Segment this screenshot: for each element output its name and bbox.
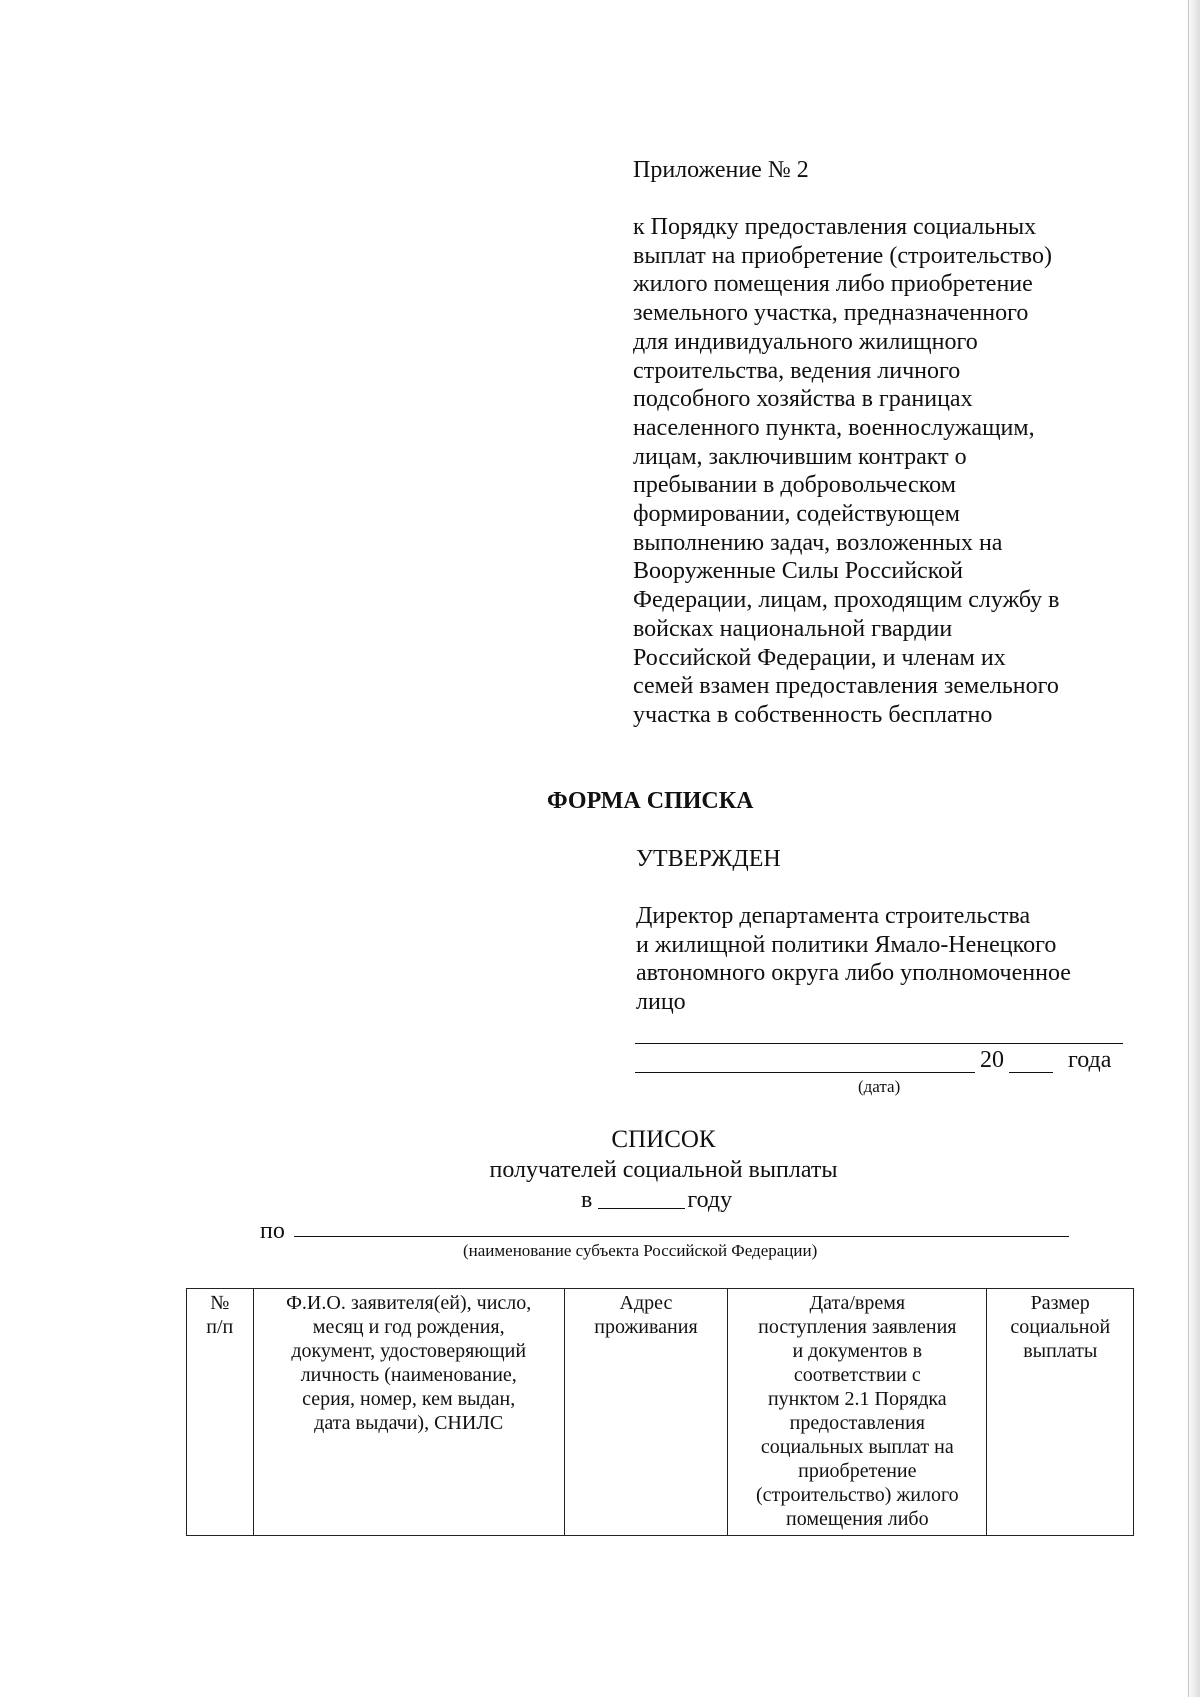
header-payment-size xyxy=(987,1289,1134,1536)
appendix-line: строительства, ведения личного xyxy=(633,357,961,384)
signature-line xyxy=(635,1043,1123,1044)
subject-blank-line xyxy=(294,1236,1069,1237)
recipients-table xyxy=(186,1288,1134,1536)
list-year-row xyxy=(581,1186,732,1214)
header-line: выплаты xyxy=(1023,1340,1098,1362)
appendix-line: войсках национальной гвардии xyxy=(633,615,953,642)
header-line: проживания xyxy=(594,1316,698,1338)
subject-caption: (наименование субъекта Российской Федерации) xyxy=(463,1241,818,1260)
appendix-line: семей взамен предоставления земельного xyxy=(633,673,1059,700)
header-line: п/п xyxy=(206,1316,234,1338)
header-line: (строительство) жилого xyxy=(755,1484,959,1506)
appendix-line: жилого помещения либо приобретение xyxy=(633,271,1033,298)
table-header-row xyxy=(187,1289,1134,1536)
year-blank-line xyxy=(1009,1072,1053,1073)
appendix-line: выплат на приобретение (строительство) xyxy=(633,242,1052,269)
list-year-blank xyxy=(598,1186,685,1209)
year-suffix: года xyxy=(1068,1047,1112,1073)
appendix-line: формировании, содействующем xyxy=(633,501,960,528)
header-line: Ф.И.О. заявителя(ей), число, xyxy=(286,1292,532,1314)
director-line: лицо xyxy=(636,988,686,1015)
header-line: Адрес xyxy=(619,1292,673,1314)
header-line: серия, номер, кем выдан, xyxy=(302,1388,516,1410)
date-caption: (дата) xyxy=(858,1077,901,1096)
po-label: по xyxy=(260,1218,285,1244)
appendix-line: земельного участка, предназначенного xyxy=(633,300,1029,327)
header-line: предоставления xyxy=(789,1412,925,1434)
director-line: автономного округа либо уполномоченное xyxy=(636,960,1071,987)
form-heading: ФОРМА СПИСКА xyxy=(547,788,754,814)
header-line: личность (наименование, xyxy=(300,1364,517,1386)
header-line: и документов в xyxy=(792,1340,923,1362)
appendix-title: Приложение № 2 xyxy=(633,157,809,183)
director-line: и жилищной политики Ямало-Ненецкого xyxy=(636,931,1057,958)
header-line: месяц и год рождения, xyxy=(312,1316,505,1338)
director-title xyxy=(636,902,1071,1016)
approval-date-row xyxy=(635,1045,1125,1075)
appendix-line: пребывании в добровольческом xyxy=(633,472,956,499)
header-line: поступления заявления xyxy=(758,1316,957,1338)
appendix-line: Российской Федерации, и членам их xyxy=(633,644,1006,671)
header-datetime xyxy=(728,1289,987,1536)
approved-label: УТВЕРЖДЕН xyxy=(636,846,781,872)
list-year-suffix: году xyxy=(687,1187,733,1213)
list-subtitle: получателей социальной выплаты xyxy=(489,1157,838,1183)
list-title: СПИСОК xyxy=(611,1126,716,1153)
date-blank-line xyxy=(635,1072,975,1073)
appendix-line: лицам, заключившим контракт о xyxy=(633,443,967,470)
header-line: социальных выплат на xyxy=(760,1436,954,1458)
header-line: соответствии с xyxy=(793,1364,921,1386)
header-line: помещения либо xyxy=(786,1508,929,1530)
appendix-line: для индивидуального жилищного xyxy=(633,328,978,355)
header-line: приобретение xyxy=(798,1460,917,1482)
appendix-line: Федерации, лицам, проходящим службу в xyxy=(633,587,1060,614)
header-line: документ, удостоверяющий xyxy=(291,1340,527,1362)
appendix-text xyxy=(633,213,1153,730)
header-line: социальной xyxy=(1010,1316,1111,1338)
list-year-prefix: в xyxy=(581,1187,593,1213)
appendix-line: выполнению задач, возложенных на xyxy=(633,529,1003,556)
year-prefix: 20 xyxy=(980,1047,1004,1073)
appendix-line: населенного пункта, военнослужащим, xyxy=(633,414,1035,441)
header-applicant xyxy=(253,1289,564,1536)
appendix-line: к Порядку предоставления социальных xyxy=(633,214,1037,240)
appendix-line: подсобного хозяйства в границах xyxy=(633,386,973,413)
header-address xyxy=(564,1289,727,1536)
header-line: Дата/время xyxy=(809,1292,906,1314)
header-line: Размер xyxy=(1030,1292,1090,1314)
header-line: дата выдачи), СНИЛС xyxy=(314,1412,504,1434)
header-number xyxy=(187,1289,254,1536)
director-line: Директор департамента строительства xyxy=(636,903,1031,929)
appendix-line: Вооруженные Силы Российской xyxy=(633,558,963,585)
page-edge xyxy=(1186,0,1200,1697)
header-line: № xyxy=(210,1292,230,1314)
appendix-line: участка в собственность бесплатно xyxy=(633,701,993,728)
header-line: пунктом 2.1 Порядка xyxy=(767,1388,947,1410)
